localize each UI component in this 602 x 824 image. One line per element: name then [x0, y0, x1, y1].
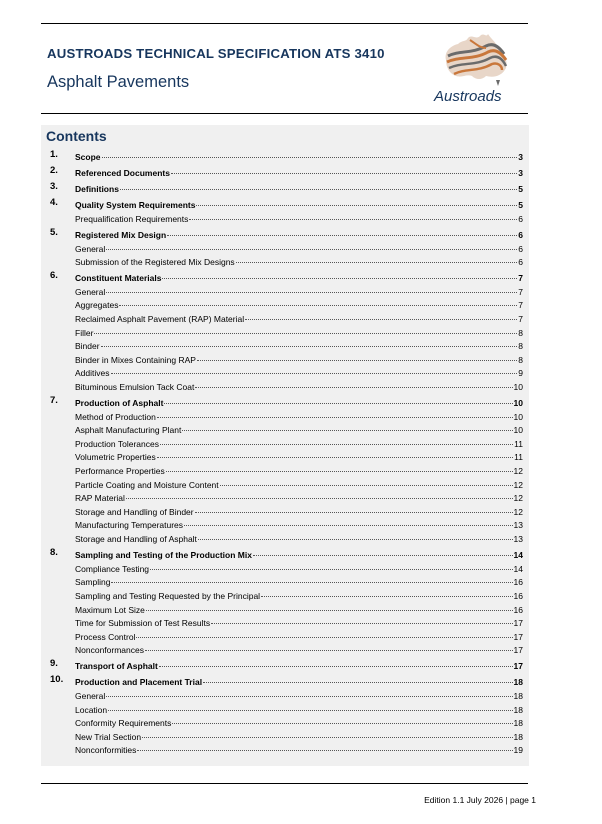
austroads-logo [430, 30, 522, 108]
toc-dot-leader [195, 377, 512, 388]
toc-entry-title: Storage and Handling of Binder [75, 506, 194, 517]
toc-entry-page: 17 [513, 618, 523, 629]
toc-entry-page: 14 [513, 550, 523, 561]
toc-entry-page: 10 [513, 382, 523, 392]
toc-entry-title: Registered Mix Design [75, 229, 167, 240]
toc-dot-leader [220, 475, 513, 486]
toc-dot-leader [164, 393, 512, 404]
toc-entry-page: 10 [513, 398, 523, 409]
toc-entry-number: 7. [50, 395, 58, 407]
toc-entry-title: Time for Submission of Test Results [75, 618, 211, 629]
toc-entry-title: Production of Asphalt [75, 398, 164, 409]
toc-entry-number: 8. [50, 547, 58, 559]
toc-dot-leader [136, 627, 512, 638]
toc-entry-page: 18 [513, 691, 523, 702]
toc-entry-title: Performance Properties [75, 466, 165, 477]
toc-dot-leader [94, 323, 517, 334]
toc-entry-number: 3. [50, 181, 58, 193]
toc-dot-leader [198, 529, 513, 540]
toc-dot-leader [171, 163, 517, 174]
toc-entry-page: 17 [513, 645, 523, 656]
toc-dot-leader [119, 295, 517, 306]
toc-entry-page: 12 [513, 506, 523, 517]
toc-entry-title: Storage and Handling of Asphalt [75, 534, 197, 545]
document-subtitle: Asphalt Pavements [47, 73, 190, 91]
toc-dot-leader [189, 209, 517, 220]
toc-entry-page: 17 [513, 661, 523, 672]
toc-entry-title: Binder in Mixes Containing RAP [75, 354, 196, 365]
toc-dot-leader [211, 613, 512, 624]
toc-entry-page: 17 [513, 631, 523, 642]
toc-entry-page: 3 [518, 152, 523, 162]
toc-dot-leader [120, 179, 517, 190]
toc-dot-leader [261, 586, 512, 597]
toc-entry-page: 18 [513, 704, 523, 715]
toc-entry-page: 18 [513, 718, 523, 729]
toc-entry-page: 11 [514, 452, 523, 463]
toc-dot-leader [150, 559, 513, 570]
toc-dot-leader [157, 447, 513, 458]
toc-dot-leader [160, 434, 513, 445]
toc-entry-title: Reclaimed Asphalt Pavement (RAP) Material [75, 314, 245, 325]
toc-dot-leader [137, 740, 512, 751]
toc-dot-leader [172, 713, 512, 724]
toc-dot-leader [196, 195, 517, 206]
toc-entry-title: General [75, 691, 106, 702]
toc-entry-title: Nonconformities [75, 745, 137, 756]
toc-entry-title: General [75, 286, 106, 297]
toc-dot-leader [146, 600, 513, 611]
toc-entry-title: Additives [75, 368, 110, 379]
toc-entry-number: 10. [50, 674, 64, 686]
toc-entry-title: Transport of Asphalt [75, 661, 158, 672]
toc-entry-page: 7 [518, 286, 523, 297]
toc-entry-title: Quality System Requirements [75, 200, 196, 211]
toc-entry-title: Scope [75, 152, 101, 162]
toc-entry-title: Submission of the Registered Mix Designs [75, 257, 235, 268]
toc-entry-number: 1. [50, 149, 58, 160]
toc-dot-leader [106, 239, 517, 250]
toc-entry-page: 9 [518, 368, 523, 379]
toc-entry-page: 6 [518, 213, 523, 224]
toc-entry-page: 10 [513, 411, 523, 422]
toc-entry-title: Constituent Materials [75, 273, 162, 284]
toc-entry-title: Conformity Requirements [75, 718, 172, 729]
toc-entry[interactable] [41, 379, 529, 393]
toc-dot-leader [236, 252, 518, 263]
toc-dot-leader [102, 147, 518, 158]
toc-entry[interactable] [41, 254, 529, 268]
toc-dot-leader [195, 502, 513, 513]
toc-entry-title: Aggregates [75, 300, 119, 311]
toc-entry-title: Sampling [75, 577, 111, 588]
toc-entry-title: Production Tolerances [75, 438, 159, 449]
toc-entry-title: Binder [75, 341, 100, 352]
toc-entry-page: 12 [513, 466, 523, 477]
document-title: AUSTROADS TECHNICAL SPECIFICATION ATS 3410 [47, 46, 385, 61]
toc-entry[interactable] [41, 642, 529, 656]
toc-entry-number: 2. [50, 165, 58, 177]
toc-entry-title: Manufacturing Temperatures [75, 520, 184, 531]
toc-entry[interactable] [41, 181, 529, 195]
toc-dot-leader [111, 572, 512, 583]
toc-dot-leader [108, 700, 512, 711]
toc-entry-page: 16 [513, 604, 523, 615]
toc-entry-page: 13 [513, 534, 523, 545]
toc-entry-title: Nonconformances [75, 645, 144, 656]
logo-text: Austroads [434, 88, 502, 105]
toc-entry-title: Bituminous Emulsion Tack Coat [75, 382, 195, 392]
toc-entry[interactable] [41, 211, 529, 225]
toc-entry-title: Referenced Documents [75, 168, 170, 179]
toc-entry-title: Sampling and Testing Requested by the Principal [75, 590, 261, 601]
toc-dot-leader [167, 225, 517, 236]
toc-entry-title: Volumetric Properties [75, 452, 156, 463]
toc-entry-title: RAP Material [75, 493, 125, 504]
toc-entry-title: General [75, 243, 106, 254]
toc-entry-page: 14 [513, 563, 523, 574]
toc-entry-title: Particle Coating and Moisture Content [75, 479, 219, 490]
toc-entry-title: Filler [75, 327, 94, 338]
toc-entry-page: 10 [513, 425, 523, 436]
toc-dot-leader [166, 461, 513, 472]
australia-map-icon [436, 30, 518, 88]
toc-entry-page: 7 [518, 273, 523, 284]
toc-dot-leader [159, 656, 513, 667]
toc-entry-page: 16 [513, 590, 523, 601]
toc-dot-leader [106, 282, 517, 293]
contents-heading: Contents [46, 128, 107, 144]
toc-entry-title: Production and Placement Trial [75, 677, 203, 688]
toc-dot-leader [203, 672, 512, 683]
toc-list [41, 147, 529, 756]
toc-dot-leader [162, 268, 517, 279]
toc-entry-page: 12 [513, 479, 523, 490]
toc-entry-title: Maximum Lot Size [75, 604, 145, 615]
toc-entry-page: 18 [513, 731, 523, 742]
toc-entry[interactable] [41, 531, 529, 545]
toc-entry-number: 9. [50, 658, 58, 670]
toc-entry-title: Process Control [75, 631, 136, 642]
toc-entry-number: 4. [50, 197, 58, 209]
toc-dot-leader [145, 640, 513, 651]
toc-entry-title: New Trial Section [75, 731, 142, 742]
toc-dot-leader [157, 407, 513, 418]
toc-dot-leader [142, 727, 512, 738]
toc-dot-leader [197, 350, 517, 361]
toc-entry-page: 8 [518, 341, 523, 352]
toc-entry-page: 6 [518, 257, 523, 268]
toc-entry-title: Location [75, 704, 108, 715]
toc-entry-page: 18 [513, 677, 523, 688]
top-rule [41, 23, 528, 24]
footer-rule [41, 783, 528, 784]
toc-entry-page: 7 [518, 300, 523, 311]
toc-entry-page: 5 [518, 184, 523, 195]
toc-dot-leader [253, 545, 513, 556]
toc-entry-page: 8 [518, 327, 523, 338]
toc-entry-page: 16 [513, 577, 523, 588]
footer-edition-page: Edition 1.1 July 2026 | page 1 [424, 795, 536, 805]
toc-entry-page: 3 [518, 168, 523, 179]
toc-entry[interactable] [41, 149, 529, 163]
toc-entry-page: 12 [513, 493, 523, 504]
toc-entry-page: 5 [518, 200, 523, 211]
toc-dot-leader [245, 309, 517, 320]
toc-entry-number: 6. [50, 270, 58, 282]
toc-entry[interactable] [41, 658, 529, 672]
toc-entry-page: 6 [518, 243, 523, 254]
toc-entry-page: 13 [513, 520, 523, 531]
toc-entry-page: 7 [518, 314, 523, 325]
toc-dot-leader [184, 515, 512, 526]
toc-entry-number: 5. [50, 226, 58, 238]
toc-entry-title: Method of Production [75, 411, 156, 422]
toc-entry-title: Compliance Testing [75, 563, 150, 574]
toc-entry[interactable] [41, 165, 529, 179]
toc-dot-leader [101, 336, 518, 347]
header-divider [41, 113, 528, 114]
toc-dot-leader [106, 686, 512, 697]
toc-entry-page: 6 [518, 229, 523, 240]
toc-entry-title: Asphalt Manufacturing Plant [75, 425, 182, 436]
toc-dot-leader [111, 363, 518, 374]
contents-panel [41, 125, 529, 766]
toc-entry[interactable] [41, 742, 529, 756]
toc-dot-leader [182, 420, 512, 431]
toc-entry-title: Definitions [75, 184, 119, 195]
toc-entry-title: Sampling and Testing of the Production Mix [75, 550, 252, 561]
toc-entry-page: 19 [513, 745, 523, 756]
toc-entry-title: Prequalification Requirements [75, 213, 189, 224]
toc-entry-page: 8 [518, 354, 523, 365]
toc-entry-page: 11 [514, 438, 523, 449]
toc-dot-leader [126, 488, 513, 499]
